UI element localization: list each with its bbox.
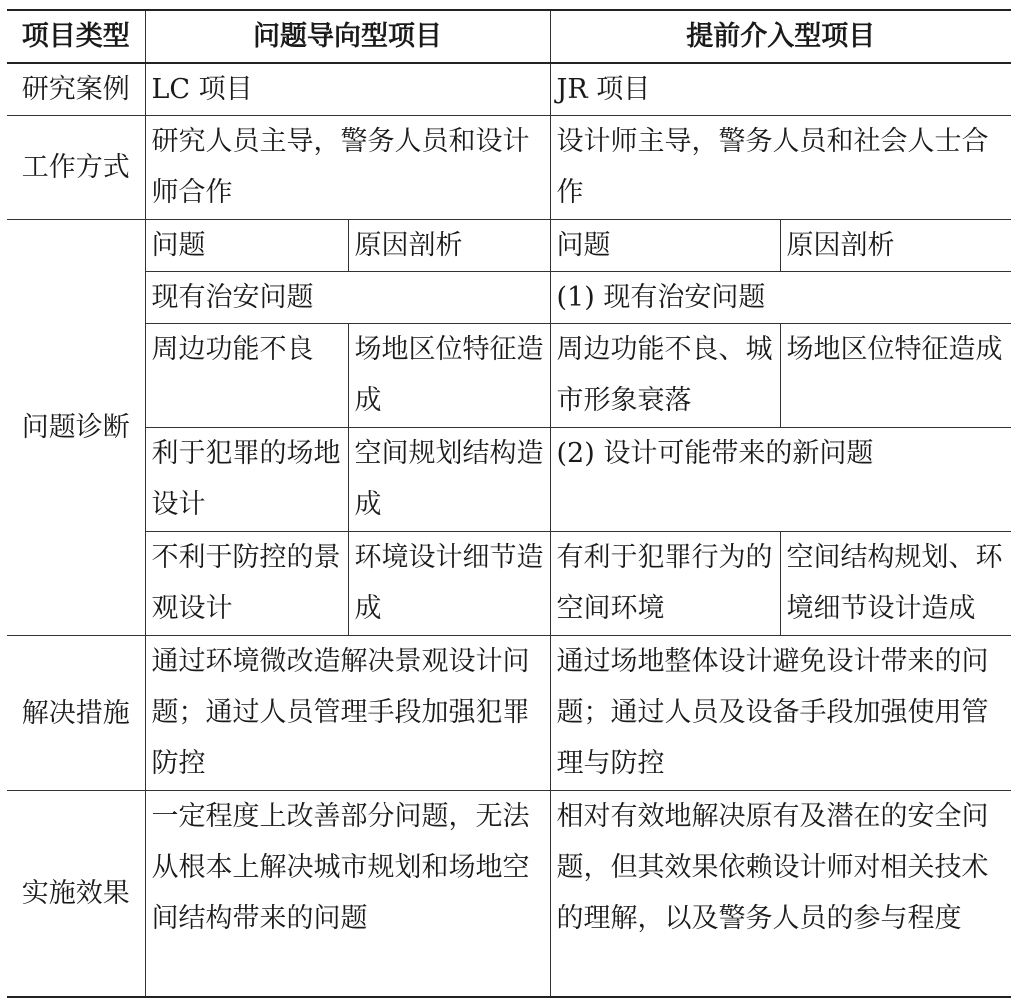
diagnosis-cause-2: 空间规划结构造成 [348, 428, 550, 532]
measures-problem-oriented: 通过环境微改造解决景观设计问题；通过人员管理手段加强犯罪防控 [145, 636, 550, 791]
row-measures [7, 636, 1011, 791]
diagnosis-subheader-cause-2: 原因剖析 [780, 220, 1011, 272]
diagnosis-section-row [7, 272, 1011, 324]
row-label-effect: 实施效果 [7, 791, 145, 997]
effect-problem-oriented: 一定程度上改善部分问题，无法从根本上解决城市规划和场地空间结构带来的问题 [145, 791, 550, 997]
work-mode-problem-oriented: 研究人员主导，警务人员和设计师合作 [145, 116, 550, 220]
diagnosis-problem-3: 不利于防控的景观设计 [145, 532, 348, 636]
diagnosis-cause-3: 环境设计细节造成 [348, 532, 550, 636]
row-effect [7, 791, 1011, 997]
diagnosis-item-row [7, 324, 1011, 428]
row-label-diagnosis: 问题诊断 [7, 220, 145, 636]
row-work-mode [7, 116, 1011, 220]
comparison-table [7, 9, 1011, 998]
case-early-intervention: JR 项目 [550, 63, 1011, 116]
effect-early-intervention: 相对有效地解决原有及潜在的安全问题，但其效果依赖设计师对相关技术的理解，以及警务人员的参与程度 [550, 791, 1011, 997]
diagnosis-problem-1: 周边功能不良 [145, 324, 348, 428]
diagnosis-section-left: 现有治安问题 [145, 272, 550, 324]
header-row [7, 10, 1011, 63]
row-label-measures: 解决措施 [7, 636, 145, 791]
diagnosis-subheader-row [7, 220, 1011, 272]
diagnosis-subheader-cause: 原因剖析 [348, 220, 550, 272]
diagnosis-item-row [7, 532, 1011, 636]
header-project-type: 项目类型 [7, 10, 145, 63]
case-problem-oriented: LC 项目 [145, 63, 550, 116]
measures-early-intervention: 通过场地整体设计避免设计带来的问题；通过人员及设备手段加强使用管理与防控 [550, 636, 1011, 791]
work-mode-early-intervention: 设计师主导，警务人员和社会人士合作 [550, 116, 1011, 220]
diagnosis-cause2-3: 空间结构规划、环境细节设计造成 [780, 532, 1011, 636]
header-early-intervention: 提前介入型项目 [550, 10, 1011, 63]
diagnosis-problem2-1: 周边功能不良、城市形象衰落 [550, 324, 780, 428]
row-label-work-mode: 工作方式 [7, 116, 145, 220]
diagnosis-cause2-1: 场地区位特征造成 [780, 324, 1011, 428]
row-case [7, 63, 1011, 116]
diagnosis-problem2-3: 有利于犯罪行为的空间环境 [550, 532, 780, 636]
diagnosis-cause-1: 场地区位特征造成 [348, 324, 550, 428]
diagnosis-section-right-1: (1) 现有治安问题 [550, 272, 1011, 324]
row-label-case: 研究案例 [7, 63, 145, 116]
diagnosis-item-row [7, 428, 1011, 532]
diagnosis-problem-2: 利于犯罪的场地设计 [145, 428, 348, 532]
diagnosis-subheader-problem-2: 问题 [550, 220, 780, 272]
header-problem-oriented: 问题导向型项目 [145, 10, 550, 63]
diagnosis-subheader-problem: 问题 [145, 220, 348, 272]
diagnosis-section-right-2: (2) 设计可能带来的新问题 [550, 428, 1011, 532]
